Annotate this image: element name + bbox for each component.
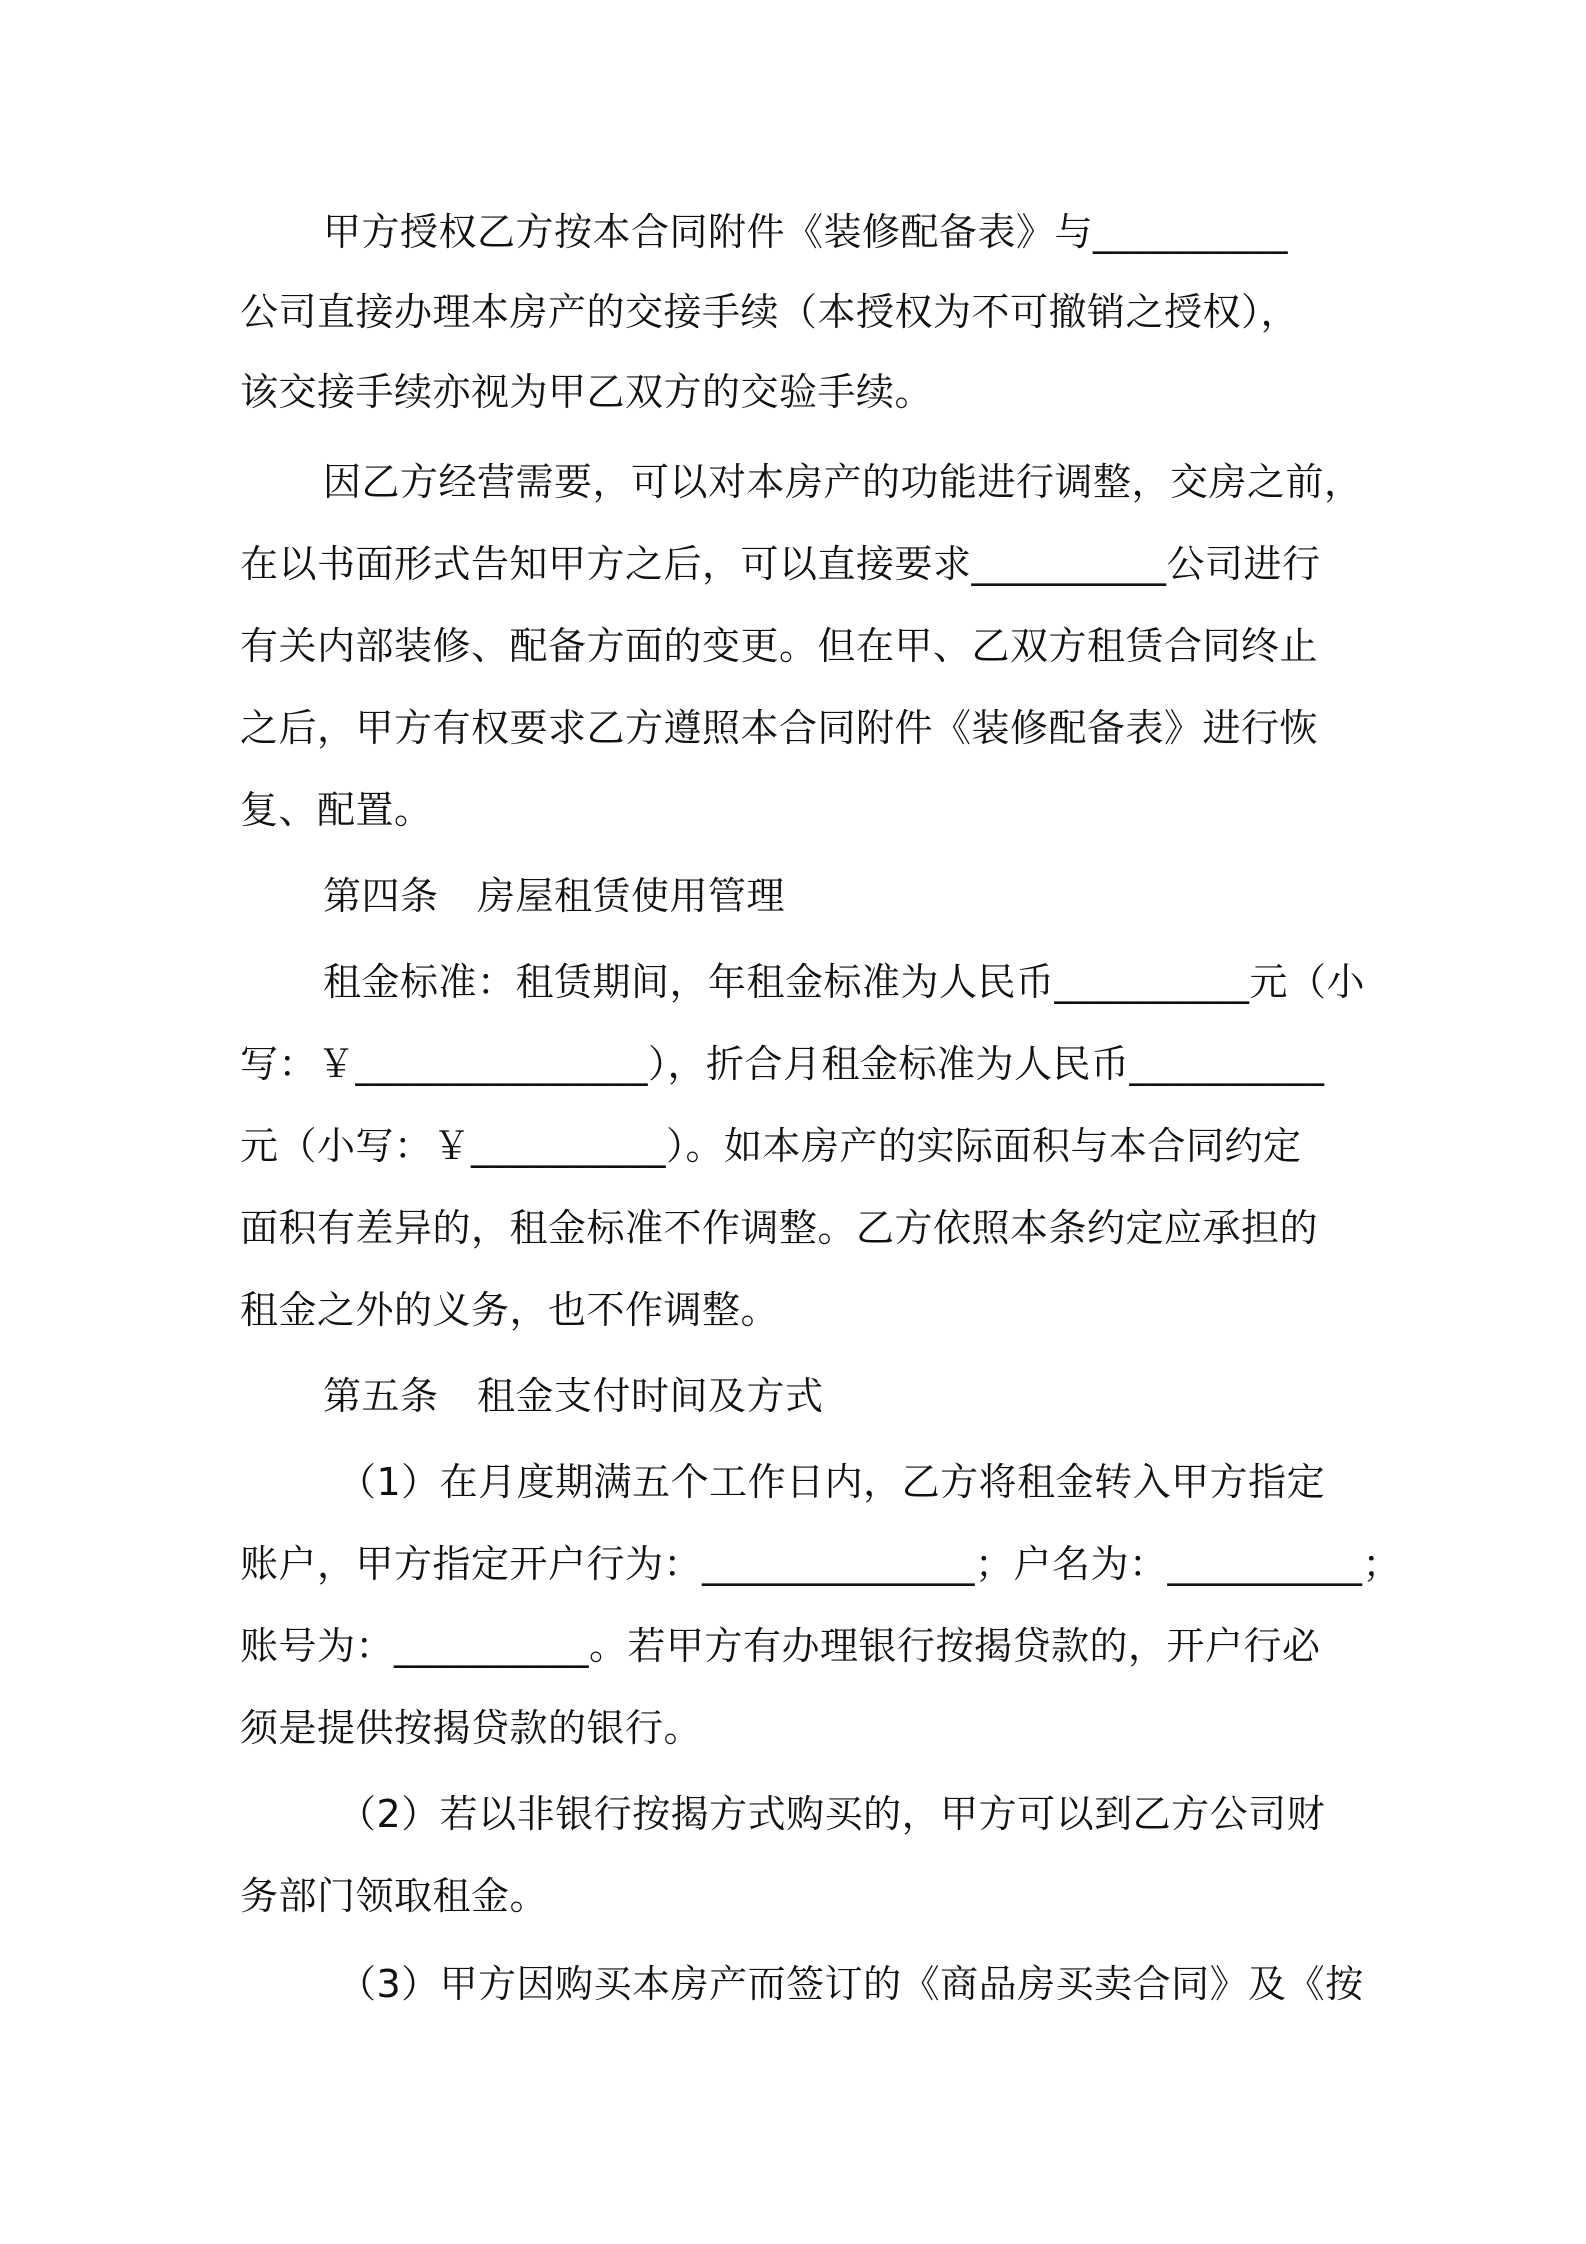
paragraph-line: 元（小写：￥__________）。如本房产的实际面积与本合同约定 bbox=[240, 1124, 1302, 1168]
paragraph-line: 面积有差异的，租金标准不作调整。乙方依照本条约定应承担的 bbox=[240, 1206, 1319, 1250]
paragraph-line: （3）甲方因购买本房产而签订的《商品房买卖合同》及《按 bbox=[338, 1962, 1364, 2006]
paragraph-line: 账户，甲方指定开户行为：______________；户名为：__________； bbox=[240, 1542, 1402, 1586]
paragraph-line: 租金之外的义务，也不作调整。 bbox=[240, 1288, 780, 1332]
paragraph-line: 在以书面形式告知甲方之后，可以直接要求__________公司进行 bbox=[240, 542, 1321, 586]
paragraph-line: 务部门领取租金。 bbox=[240, 1874, 549, 1918]
section-heading: 第五条 租金支付时间及方式 bbox=[323, 1374, 824, 1418]
section-heading: 第四条 房屋租赁使用管理 bbox=[323, 874, 786, 918]
paragraph-line: 租金标准：租赁期间，年租金标准为人民币__________元（小 bbox=[323, 960, 1366, 1004]
paragraph-line: 之后，甲方有权要求乙方遵照本合同附件《装修配备表》进行恢 bbox=[240, 706, 1319, 750]
paragraph-line: 甲方授权乙方按本合同附件《装修配备表》与__________ bbox=[323, 210, 1289, 254]
paragraph-line: （1）在月度期满五个工作日内，乙方将租金转入甲方指定 bbox=[338, 1460, 1326, 1504]
paragraph-line: 写：￥_______________），折合月租金标准为人民币__________ bbox=[240, 1042, 1325, 1086]
paragraph-line: 公司直接办理本房产的交接手续（本授权为不可撤销之授权）， bbox=[240, 290, 1300, 334]
paragraph-line: 该交接手续亦视为甲乙双方的交验手续。 bbox=[240, 370, 934, 414]
paragraph-line: 账号为：__________。若甲方有办理银行按揭贷款的，开户行必 bbox=[240, 1624, 1321, 1668]
paragraph-line: （2）若以非银行按揭方式购买的，甲方可以到乙方公司财 bbox=[338, 1792, 1326, 1836]
paragraph-line: 有关内部装修、配备方面的变更。但在甲、乙双方租赁合同终止 bbox=[240, 624, 1319, 668]
paragraph-line: 复、配置。 bbox=[240, 788, 433, 832]
paragraph-line: 须是提供按揭贷款的银行。 bbox=[240, 1706, 703, 1750]
paragraph-line: 因乙方经营需要，可以对本房产的功能进行调整，交房之前， bbox=[323, 460, 1363, 504]
